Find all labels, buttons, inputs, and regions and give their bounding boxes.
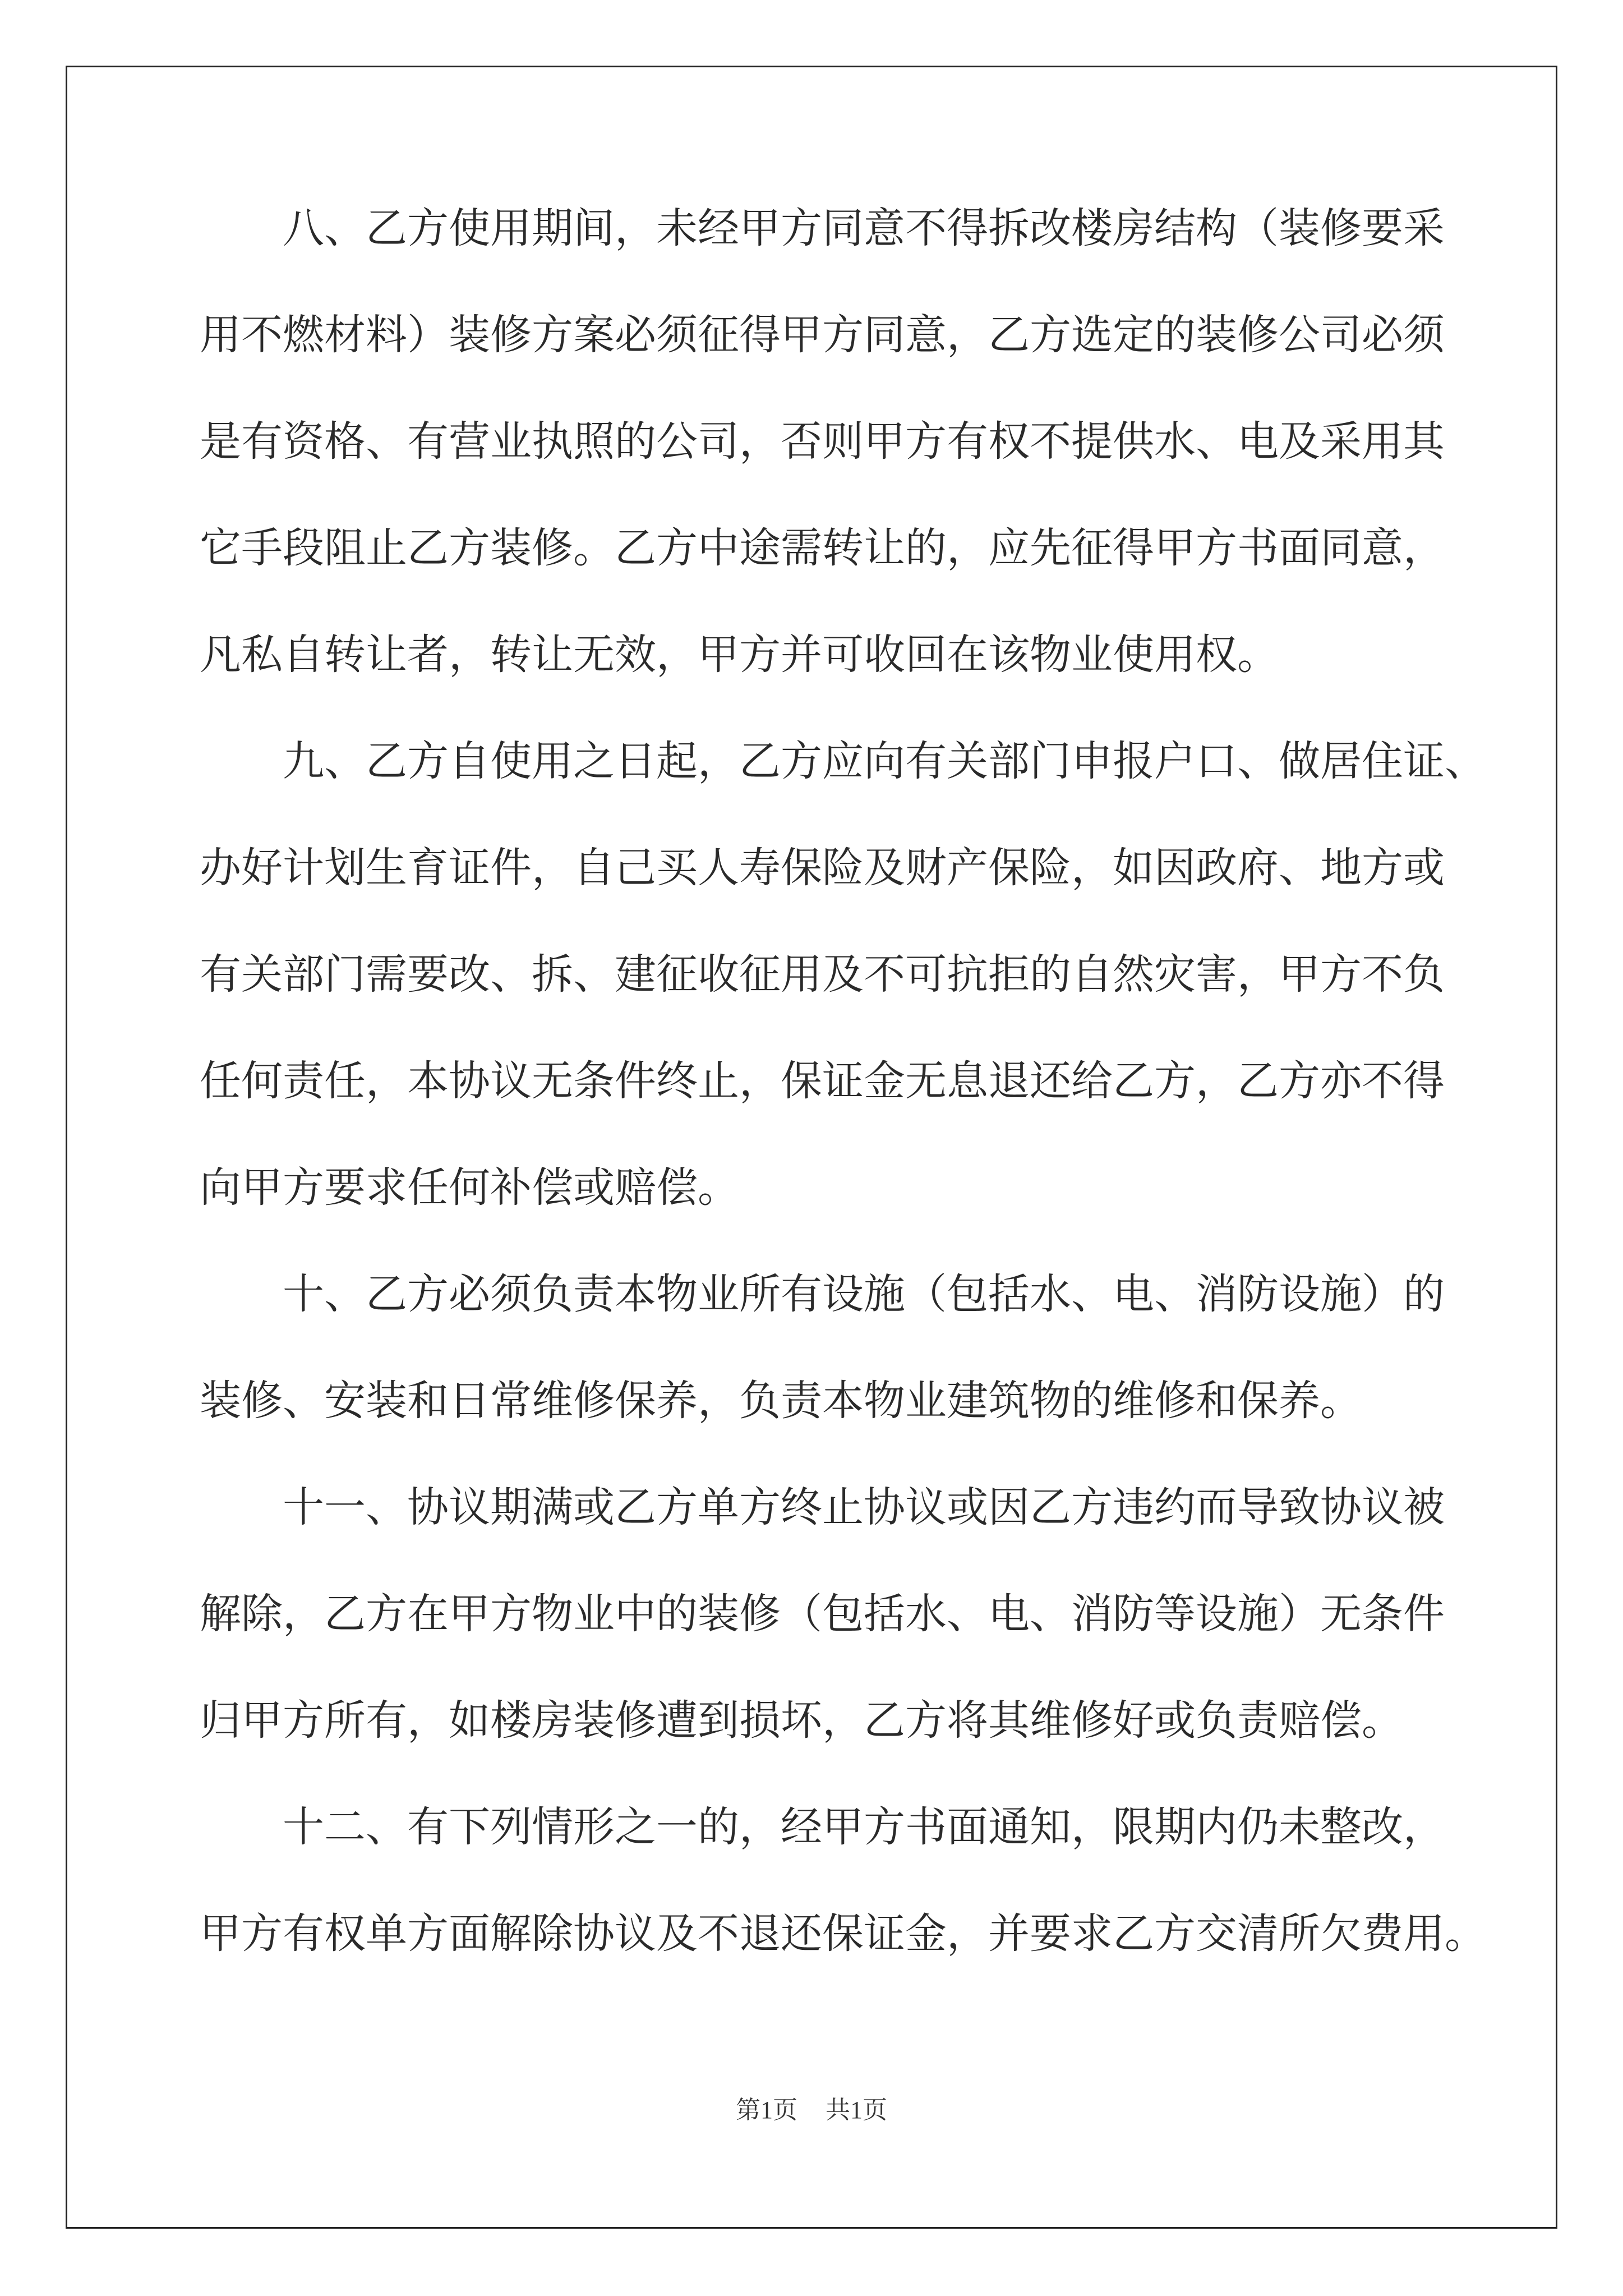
text-line: 用不燃材料）装修方案必须征得甲方同意，乙方选定的装修公司必须 (200, 311, 1445, 359)
text-line: 八、乙方使用期间，未经甲方同意不得拆改楼房结构（装修要采 (283, 204, 1445, 252)
text-line: 九、乙方自使用之日起，乙方应向有关部门申报户口、做居住证、 (283, 737, 1486, 785)
text-line: 十二、有下列情形之一的，经甲方书面通知，限期内仍未整改， (283, 1803, 1445, 1851)
text-line: 是有资格、有营业执照的公司，否则甲方有权不提供水、电及采用其 (200, 417, 1445, 466)
text-line: 办好计划生育证件，自己买人寿保险及财产保险，如因政府、地方或 (200, 844, 1445, 892)
text-line: 有关部门需要改、拆、建征收征用及不可抗拒的自然灾害，甲方不负 (200, 950, 1445, 999)
page-total: 共1页 (826, 2096, 887, 2124)
text-line: 归甲方所有，如楼房装修遭到损坏，乙方将其维修好或负责赔偿。 (200, 1696, 1403, 1745)
text-line: 它手段阻止乙方装修。乙方中途需转让的，应先征得甲方书面同意， (200, 524, 1445, 572)
text-line: 十、乙方必须负责本物业所有设施（包括水、电、消防设施）的 (283, 1270, 1445, 1318)
document-body (200, 204, 1486, 2019)
text-line: 装修、安装和日常维修保养，负责本物业建筑物的维修和保养。 (200, 1377, 1362, 1425)
page-number: 第1页 (736, 2096, 797, 2124)
page-footer (0, 2090, 1623, 2125)
text-line: 甲方有权单方面解除协议及不退还保证金，并要求乙方交清所欠费用。 (200, 1910, 1486, 1958)
text-line: 十一、协议期满或乙方单方终止协议或因乙方违约而导致协议被 (283, 1483, 1445, 1531)
text-line: 向甲方要求任何补偿或赔偿。 (200, 1163, 739, 1212)
text-line: 解除，乙方在甲方物业中的装修（包括水、电、消防等设施）无条件 (200, 1590, 1445, 1638)
text-line: 凡私自转让者，转让无效，甲方并可收回在该物业使用权。 (200, 631, 1279, 679)
text-line: 任何责任，本协议无条件终止，保证金无息退还给乙方，乙方亦不得 (200, 1057, 1445, 1105)
